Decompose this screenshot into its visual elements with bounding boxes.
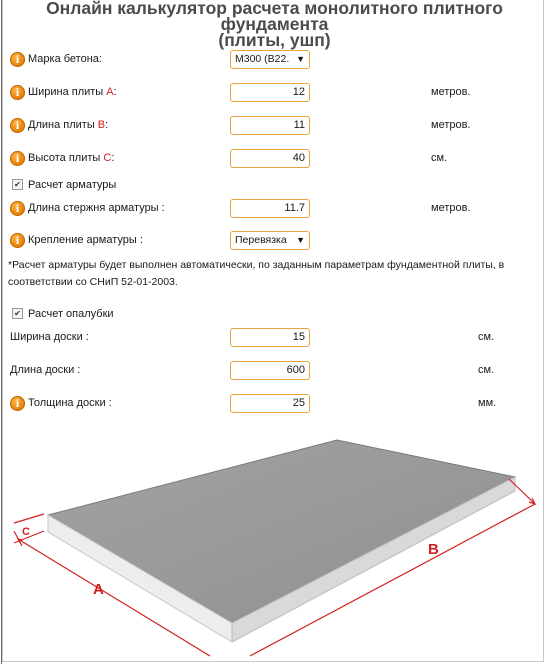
length-label: Длина плиты B: — [28, 119, 109, 131]
rebar-length-label: Длина стержня арматуры : — [28, 202, 165, 214]
concrete-grade-select[interactable] — [230, 50, 310, 69]
info-icon[interactable]: i — [10, 201, 25, 216]
formwork-calc-checkbox[interactable]: ✔ — [12, 308, 23, 319]
width-input[interactable]: 12 — [230, 83, 310, 102]
dropdown-arrow-icon: ▼ — [296, 235, 305, 245]
info-icon[interactable]: i — [10, 52, 25, 67]
page-title — [0, 0, 549, 48]
board-length-label: Длина доски : — [10, 364, 81, 376]
title-line-2: (плиты, ушп) — [218, 30, 331, 50]
board-thickness-label: Толщина доски : — [28, 397, 112, 409]
info-icon[interactable]: i — [10, 233, 25, 248]
label-a: A — [93, 581, 104, 598]
board-length-row — [0, 361, 549, 385]
board-length-unit: см. — [478, 364, 495, 376]
width-label: Ширина плиты A: — [28, 86, 117, 98]
info-icon[interactable]: i — [10, 118, 25, 133]
height-unit: см. — [431, 152, 448, 164]
rebar-calc-row — [0, 176, 549, 200]
rebar-calc-label: Расчет арматуры — [28, 179, 117, 191]
dropdown-arrow-icon: ▼ — [296, 54, 305, 64]
board-width-row — [0, 328, 549, 352]
board-width-unit: см. — [478, 331, 495, 343]
length-unit: метров. — [431, 119, 471, 131]
rebar-fastening-value: Перевязка — [235, 234, 287, 246]
rebar-length-row — [0, 199, 549, 223]
board-width-input[interactable]: 15 — [230, 328, 310, 347]
rebar-length-input[interactable]: 11.7 — [230, 199, 310, 218]
formwork-calc-label: Расчет опалубки — [28, 308, 114, 320]
slab-top — [48, 440, 515, 623]
board-thickness-row — [0, 394, 549, 418]
height-input[interactable]: 40 — [230, 149, 310, 168]
width-unit: метров. — [431, 86, 471, 98]
rebar-fastening-select[interactable] — [230, 231, 310, 250]
length-row — [0, 116, 549, 140]
slab-diagram — [0, 430, 549, 664]
info-icon[interactable]: i — [10, 151, 25, 166]
rebar-fastening-label: Крепление арматуры : — [28, 234, 143, 246]
rebar-length-unit: метров. — [431, 202, 471, 214]
length-input[interactable]: 11 — [230, 116, 310, 135]
board-length-input[interactable]: 600 — [230, 361, 310, 380]
concrete-grade-value: М300 (В22. — [235, 53, 290, 65]
concrete-grade-label: Марка бетона: — [28, 53, 102, 65]
title-line-1: Онлайн калькулятор расчета монолитного плитного фундамента — [46, 0, 503, 34]
concrete-grade-row — [0, 50, 549, 74]
board-width-label: Ширина доски : — [10, 331, 89, 343]
rebar-note: *Расчет арматуры будет выполнен автоматически, по заданным параметрам фундаментной плиты, в соответствии со СНиП 52-01-2003. — [8, 259, 505, 288]
label-b: B — [428, 541, 439, 558]
rebar-fastening-row — [0, 231, 549, 255]
formwork-calc-row — [0, 305, 549, 329]
info-icon[interactable]: i — [10, 85, 25, 100]
rebar-calc-checkbox[interactable]: ✔ — [12, 179, 23, 190]
width-row — [0, 83, 549, 107]
label-c: C — [22, 526, 30, 538]
board-thickness-input[interactable]: 25 — [230, 394, 310, 413]
height-label: Высота плиты C: — [28, 152, 115, 164]
info-icon[interactable]: i — [10, 396, 25, 411]
board-thickness-unit: мм. — [478, 397, 497, 409]
height-row — [0, 149, 549, 173]
